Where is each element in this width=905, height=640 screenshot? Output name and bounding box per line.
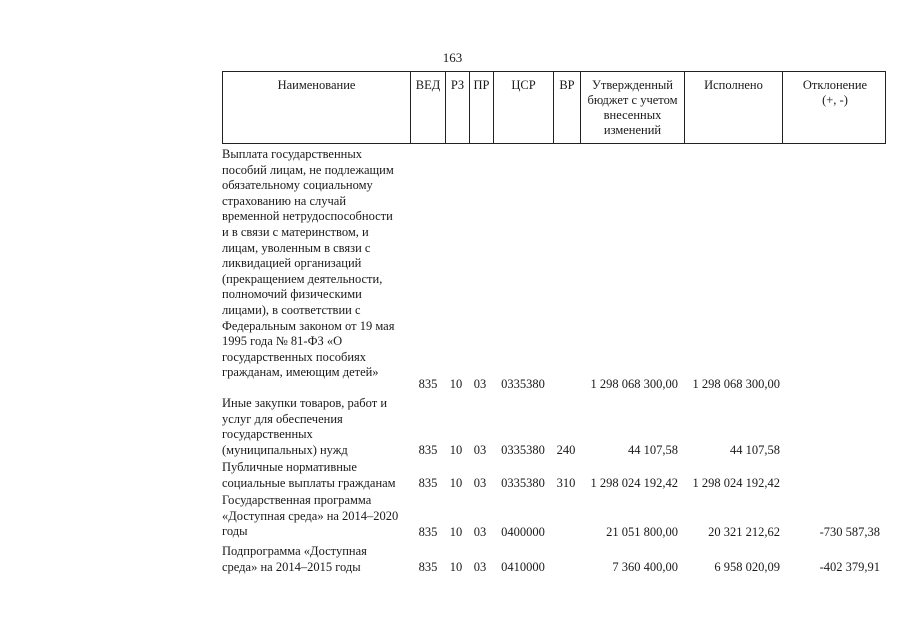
row-pr: 03 [473,377,487,391]
row-ved: 835 [418,476,438,490]
row-budget: 21 051 800,00 [606,525,678,539]
row-pr: 03 [473,476,487,490]
row-budget: 7 360 400,00 [612,560,678,574]
row-rz: 10 [449,443,463,457]
header-ved: ВЕД [411,72,446,143]
row-name: Публичные нормативные социальные выплаты гражданам [222,460,396,490]
row-csr: 0335380 [501,377,545,391]
row-executed: 1 298 024 192,42 [692,476,780,490]
row-budget: 44 107,58 [628,443,678,457]
header-rz: РЗ [446,72,470,143]
row-ved: 835 [418,525,438,539]
row-budget: 1 298 024 192,42 [590,476,678,490]
row-executed: 6 958 020,09 [714,560,780,574]
row-rz: 10 [449,560,463,574]
row-executed: 1 298 068 300,00 [692,377,780,391]
row-rz: 10 [449,525,463,539]
header-executed: Исполнено [685,72,783,143]
row-name: Иные закупки товаров, работ и услуг для обеспечения государственных (муниципальных) нужд [222,396,388,457]
row-budget: 1 298 068 300,00 [590,377,678,391]
row-rz: 10 [449,476,463,490]
row-ved: 835 [418,443,438,457]
table-header [222,71,886,144]
header-pr: ПР [470,72,494,143]
header-name: Наименование [223,72,411,143]
row-csr: 0335380 [501,443,545,457]
row-csr: 0335380 [501,476,545,490]
row-executed: 20 321 212,62 [708,525,780,539]
row-name: Государственная программа «Доступная среда» на 2014–2020 годы [222,493,399,539]
row-name: Подпрограмма «Доступная среда» на 2014–2015 годы [222,544,367,574]
header-vr: ВР [554,72,581,143]
row-csr: 0410000 [501,560,545,574]
row-ved: 835 [418,560,438,574]
row-pr: 03 [473,525,487,539]
row-deviation: -730 587,38 [819,525,880,539]
row-rz: 10 [449,377,463,391]
row-vr: 310 [556,476,576,490]
row-vr: 240 [556,443,576,457]
row-name: Выплата государственных пособий лицам, не подлежащим обязательному социальному страхованию на случай временной нетрудоспособности и в связи с материнством, и лицам, уволенным в связи с ликвидацией организаций (прекращением деятельности, полномочий физическими лицами), в соответствии с Федеральным законом от 19 мая 1995 года № 81-ФЗ «О государственных пособиях гражданам, имеющим детей» [222,147,395,380]
header-budget: Утвержденный бюджет с учетом внесенных изменений [581,72,685,143]
row-pr: 03 [473,443,487,457]
row-executed: 44 107,58 [730,443,780,457]
header-deviation: Отклонение (+, -) [802,78,868,107]
row-pr: 03 [473,560,487,574]
page-number: 163 [442,50,463,65]
header-csr: ЦСР [494,72,554,143]
row-ved: 835 [418,377,438,391]
row-csr: 0400000 [501,525,545,539]
row-deviation: -402 379,91 [819,560,880,574]
